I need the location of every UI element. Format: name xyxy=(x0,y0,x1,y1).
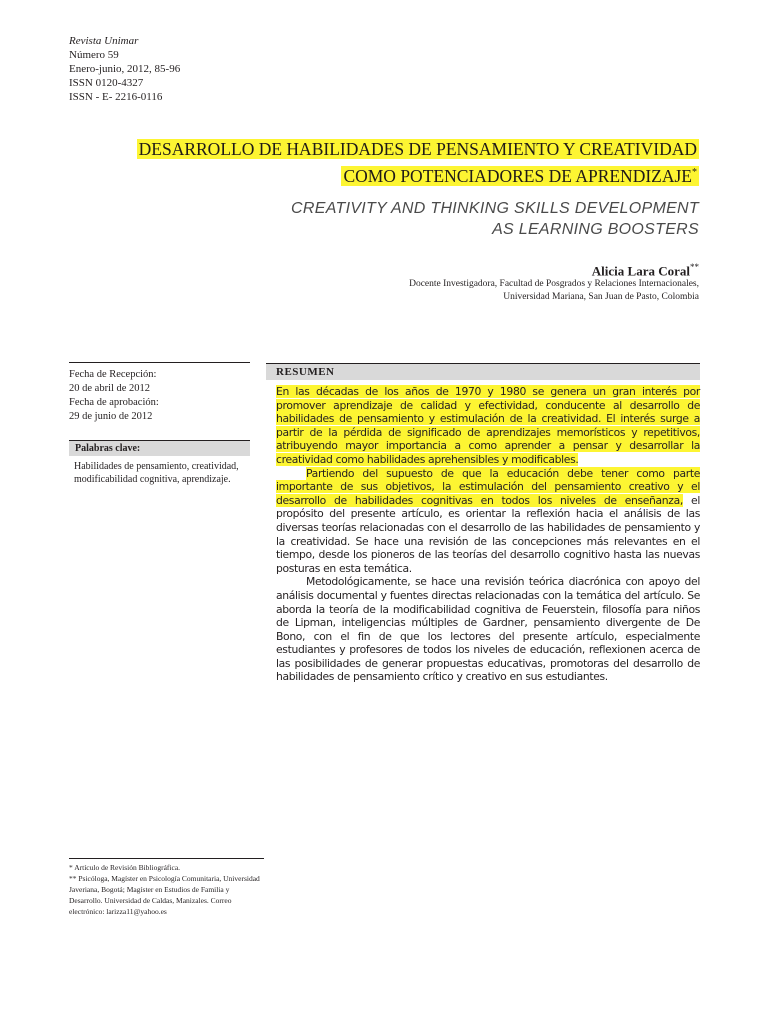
title-spanish-line2 xyxy=(341,166,699,186)
keywords-text: Habilidades de pensamiento, creatividad, modificabilidad cognitiva, aprendizaje. xyxy=(74,461,239,485)
journal-issn: ISSN 0120-4327 xyxy=(69,77,144,89)
abstract-paragraph-2 xyxy=(276,467,700,576)
title-spanish-line1: DESARROLLO DE HABILIDADES DE PENSAMIENTO Y CREATIVIDAD xyxy=(138,139,697,159)
journal-number: Número 59 xyxy=(69,49,119,61)
approved-date: 29 de junio de 2012 xyxy=(69,411,153,422)
abstract-paragraph-3: Metodológicamente, se hace una revisión teórica diacrónica con apoyo del análisis documental y fuentes directas relacionadas con la temática del artículo. Se aborda la teoría de la modificabilidad cognitiva de Feuerstein, filosofía para niños de Lipman, inteligencias múltiples de Gardner, pensamiento divergente de De Bono, con el fin de que los lectores del presente artículo, especialmente estudiantes y profesores de todos los niveles de educación, reflexionen acerca de las posibilidades de generar propuestas educativas, promotoras del desarrollo de habilidades de pensamiento crítico y creativo en sus estudiantes. xyxy=(276,575,700,684)
journal-name: Revista Unimar xyxy=(69,35,139,47)
abstract-p2-rest: el propósito del presente artículo, es orientar la reflexión hacia el análisis de las diversas teorías relacionadas con el desarrollo de las habilidades de pensamiento y la creatividad. Se hace una revisión de las concepciones más relevantes en el tiempo, desde los pioneros de las teorías del desarrollo cognitivo hasta las nuevas posturas en esta temática. xyxy=(276,493,700,575)
received-date: 20 de abril de 2012 xyxy=(69,383,151,394)
abstract-heading: RESUMEN xyxy=(266,363,700,380)
received-label: Fecha de Recepción: xyxy=(69,369,157,380)
affiliation-line1: Docente Investigadora, Facultad de Posgrados y Relaciones Internacionales, xyxy=(409,279,699,289)
journal-eissn: ISSN - E- 2216-0116 xyxy=(69,91,163,103)
title-spanish-line2-text: COMO POTENCIADORES DE APRENDIZAJE xyxy=(343,165,692,186)
title-spanish xyxy=(59,138,699,188)
title-footnote-mark: * xyxy=(692,167,697,178)
author-footnote-mark: ** xyxy=(690,262,699,272)
footnote-2: ** Psicóloga, Magíster en Psicología Comunitaria, Universidad Javeriana, Bogotá; Magíster en Estudios de Familia y Desarrollo. Universidad de Caldas, Manizales. Correo electrónico: larizza11@yahoo.es xyxy=(69,874,260,916)
abstract-paragraph-1 xyxy=(276,385,700,467)
title-english xyxy=(59,198,699,240)
title-english-line2: AS LEARNING BOOSTERS xyxy=(492,221,699,238)
keywords-label: Palabras clave: xyxy=(69,440,250,456)
keywords xyxy=(69,440,250,490)
affiliation-line2: Universidad Mariana, San Juan de Pasto, Colombia xyxy=(503,292,699,302)
footnotes xyxy=(69,858,264,917)
title-english-line1: CREATIVITY AND THINKING SKILLS DEVELOPMENT xyxy=(291,200,699,217)
abstract-body xyxy=(276,385,700,684)
author-affiliation xyxy=(279,278,699,304)
journal-info xyxy=(69,34,180,104)
author-name: Alicia Lara Coral xyxy=(591,263,690,279)
journal-period: Enero-junio, 2012, 85-96 xyxy=(69,63,181,75)
footnote-1: * Artículo de Revisión Bibliográfica. xyxy=(69,863,181,872)
article-dates xyxy=(69,362,250,424)
abstract-p1-highlight: En las décadas de los años de 1970 y 1980 se genera un gran interés por promover aprendizaje de calidad y efectividad, conducente al desarrollo de habilidades de pensamiento y estimulación de la creatividad. El interés surge a partir de la pérdida de significado de aprendizajes memorísticos y repetitivos, atribuyendo mayor importancia a como aprender a pensar y desarrollar la creatividad como habilidades aprehensibles y modificables. xyxy=(276,385,700,466)
author xyxy=(592,262,699,279)
approved-label: Fecha de aprobación: xyxy=(69,397,159,408)
abstract-p2-highlight: Partiendo del supuesto de que la educación debe tener como parte importante de sus objetivos, la estimulación del pensamiento creativo y el desarrollo de habilidades cognitivas en todos los niveles de enseñanza, xyxy=(276,466,700,507)
